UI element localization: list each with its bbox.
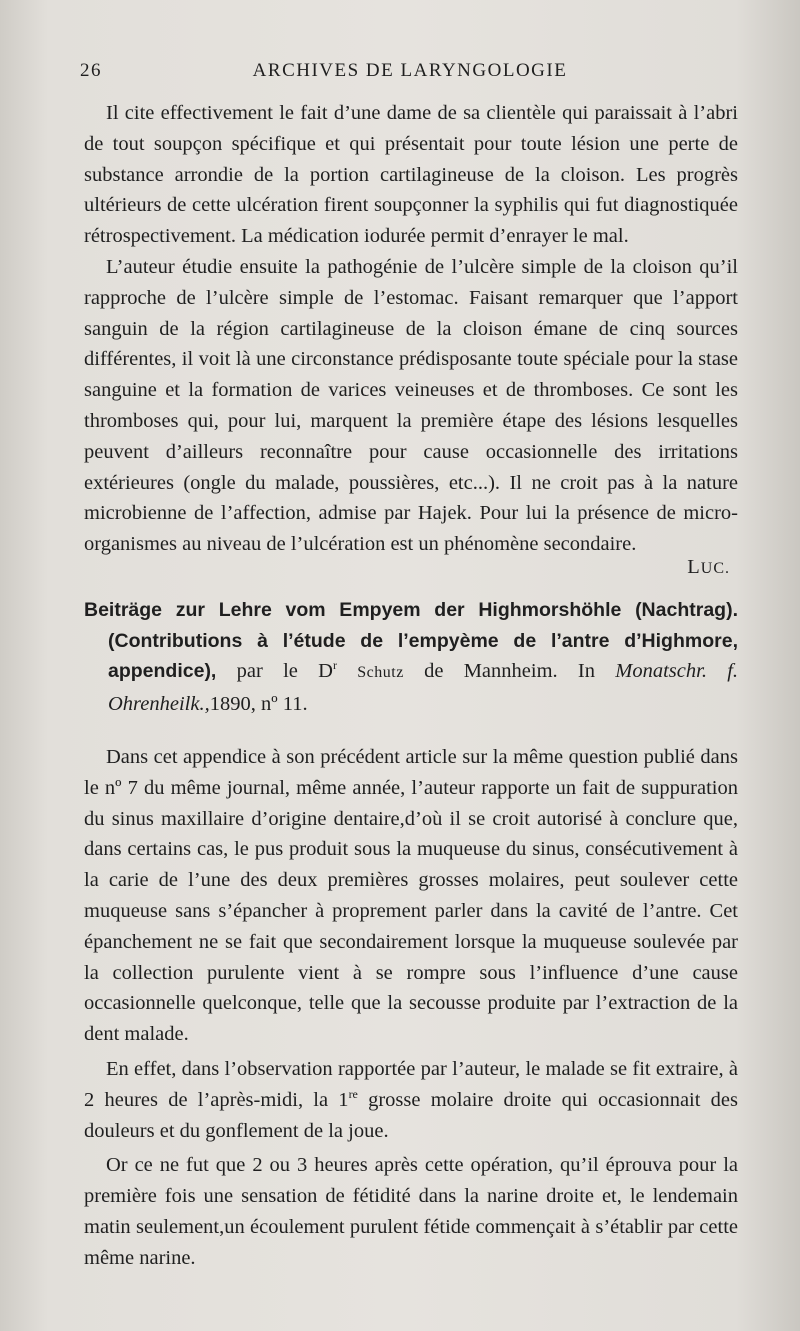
citation-year: 1890, nº 11. xyxy=(209,693,308,716)
paragraph-3: Dans cet appendice à son précédent article sur la même question publié dans le nº 7 du même journal, même année, l’auteur rapporte un fait de suppuration du sinus maxillaire d’origine dentaire,d’où il se croit autorisé à conclure que, dans certains cas, le pus produit sous la muqueuse du sinus, consécutivement à la carie de l’une des deux premières grosses molaires, peut soulever cette muqueuse sans s’épancher à proprement parler dans la cavité de l’antre. Cet épanchement ne se fait que secondairement lorsque la muqueuse soulevée par la collection purulente vient à se rompre sous l’influence d’une cause occasionnelle quelconque, telle que la secousse produite par l’extraction de la dent malade. xyxy=(84,745,738,1046)
citation-journal: Monatschr. f. Ohrenheilk., xyxy=(108,660,739,716)
citation-dr-sup: r xyxy=(332,658,337,673)
paragraph-1: Il cite effectivement le fait d’une dame de sa clientèle qui paraissait à l’abri de tout soupçon spécifique et qui présentait pour toute lésion une perte de substance arrondie de la portion cartilagineuse de la cloison. Les progrès ultérieurs de cette ulcération firent soupçonner la syphilis qui fut diagnostiquée rétrospectivement. La médication iodurée permit d’enrayer le mal. xyxy=(84,102,738,248)
paragraph-4 xyxy=(84,1054,738,1146)
paragraph-4-start: En effet, dans l’observation rapportée par l’auteur, le malade se fit extraire, à 2 heures de l’après-midi, la 1 xyxy=(84,1057,738,1111)
page-body xyxy=(84,98,738,1273)
article-citation xyxy=(84,595,738,720)
paragraph-4-end: grosse molaire droite qui occasionnait des douleurs et du gonflement de la joue. xyxy=(84,1088,738,1142)
paragraph-5: Or ce ne fut que 2 ou 3 heures après cette opération, qu’il éprouva pour la première fois une sensation de fétidité dans la narine droite et, le lendemain matin seulement,un écoulement purulent fétide commençait à s’établir par cette même narine. xyxy=(84,1154,738,1269)
citation-author: Schutz xyxy=(357,664,404,682)
paragraph-2: L’auteur étudie ensuite la pathogénie de l’ulcère simple de la cloison qu’il rapproche de l’ulcère simple de l’estomac. Faisant remarquer que l’apport sanguin de la région cartilagineuse de la cloison émane de cinq sources différentes, il voit là une circonstance prédisposante toute spéciale pour la stase sanguine et la formation de varices veineuses et de thromboses. Ce sont les thromboses qui, pour lui, marquent la première étape des lésions lesquelles peuvent d’ailleurs reconnaître pour cause occasionnelle des irritations extérieures (ongle du malade, poussières, etc...). Il ne croit pas à la nature microbienne de l’affection, admise par Hajek. Pour lui la présence de micro-organismes au niveau de l’ulcération est un phénomène secondaire. xyxy=(84,255,738,556)
citation-title: Beiträge zur Lehre vom Empyem der Highmorshöhle (Nachtrag). xyxy=(84,598,738,621)
running-title: ARCHIVES DE LARYNGOLOGIE xyxy=(252,60,568,81)
citation-place: de Mannheim. In xyxy=(424,660,595,683)
citation-french-title: (Contributions à l’étude de l’empyème de l’antre d’Highmore, appendice), xyxy=(108,629,738,683)
paragraph-4-sup: re xyxy=(348,1086,358,1101)
page-header xyxy=(80,60,740,92)
citation-by: par le D xyxy=(236,660,333,683)
signature-initial: L xyxy=(687,555,701,578)
page-number: 26 xyxy=(80,60,102,81)
signature-rest: UC. xyxy=(700,559,730,577)
